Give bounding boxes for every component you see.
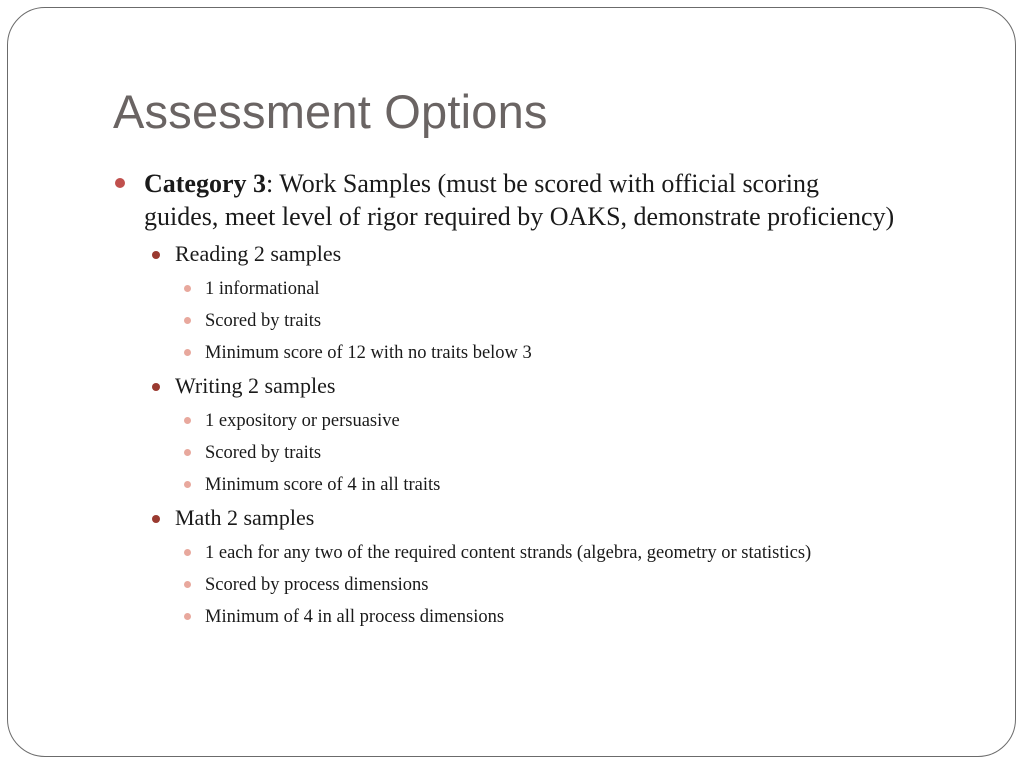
list-item: Scored by process dimensions [205,575,429,595]
slide-title: Assessment Options [113,85,548,138]
bullet-dot [184,417,191,424]
list-item: 1 informational [205,279,320,299]
bullet-dot [115,178,125,188]
category-label: Category 3 [144,169,267,198]
list-item: Minimum score of 4 in all traits [205,475,441,495]
bullet-dot [152,515,160,523]
bullet-dot [184,481,191,488]
category-separator: : [266,169,274,198]
list-item: 1 expository or persuasive [205,411,400,431]
list-item: Minimum of 4 in all process dimensions [205,607,505,627]
category-text-line2: guides, meet level of rigor required by OAKS, demonstrate proficiency) [144,202,895,231]
list-item: Scored by traits [205,311,322,331]
section-reading: Reading 2 samples [175,241,342,266]
bullet-dot [184,449,191,456]
bullet-dot [184,549,191,556]
category-text-line1: Work Samples (must be scored with official scoring [273,169,819,198]
list-item: Minimum score of 12 with no traits below 3 [205,343,532,363]
list-item: 1 each for any two of the required content strands (algebra, geometry or statistics) [205,543,812,563]
bullet-dot [184,317,191,324]
section-writing: Writing 2 samples [175,373,336,398]
section-math: Math 2 samples [175,505,315,530]
category-bullet-line1 [144,167,819,200]
bullet-dot [152,383,160,391]
category-bullet-line2 [144,200,894,233]
bullet-dot [184,613,191,620]
bullet-dot [152,251,160,259]
list-item: Scored by traits [205,443,322,463]
bullet-dot [184,285,191,292]
bullet-dot [184,581,191,588]
bullet-dot [184,349,191,356]
